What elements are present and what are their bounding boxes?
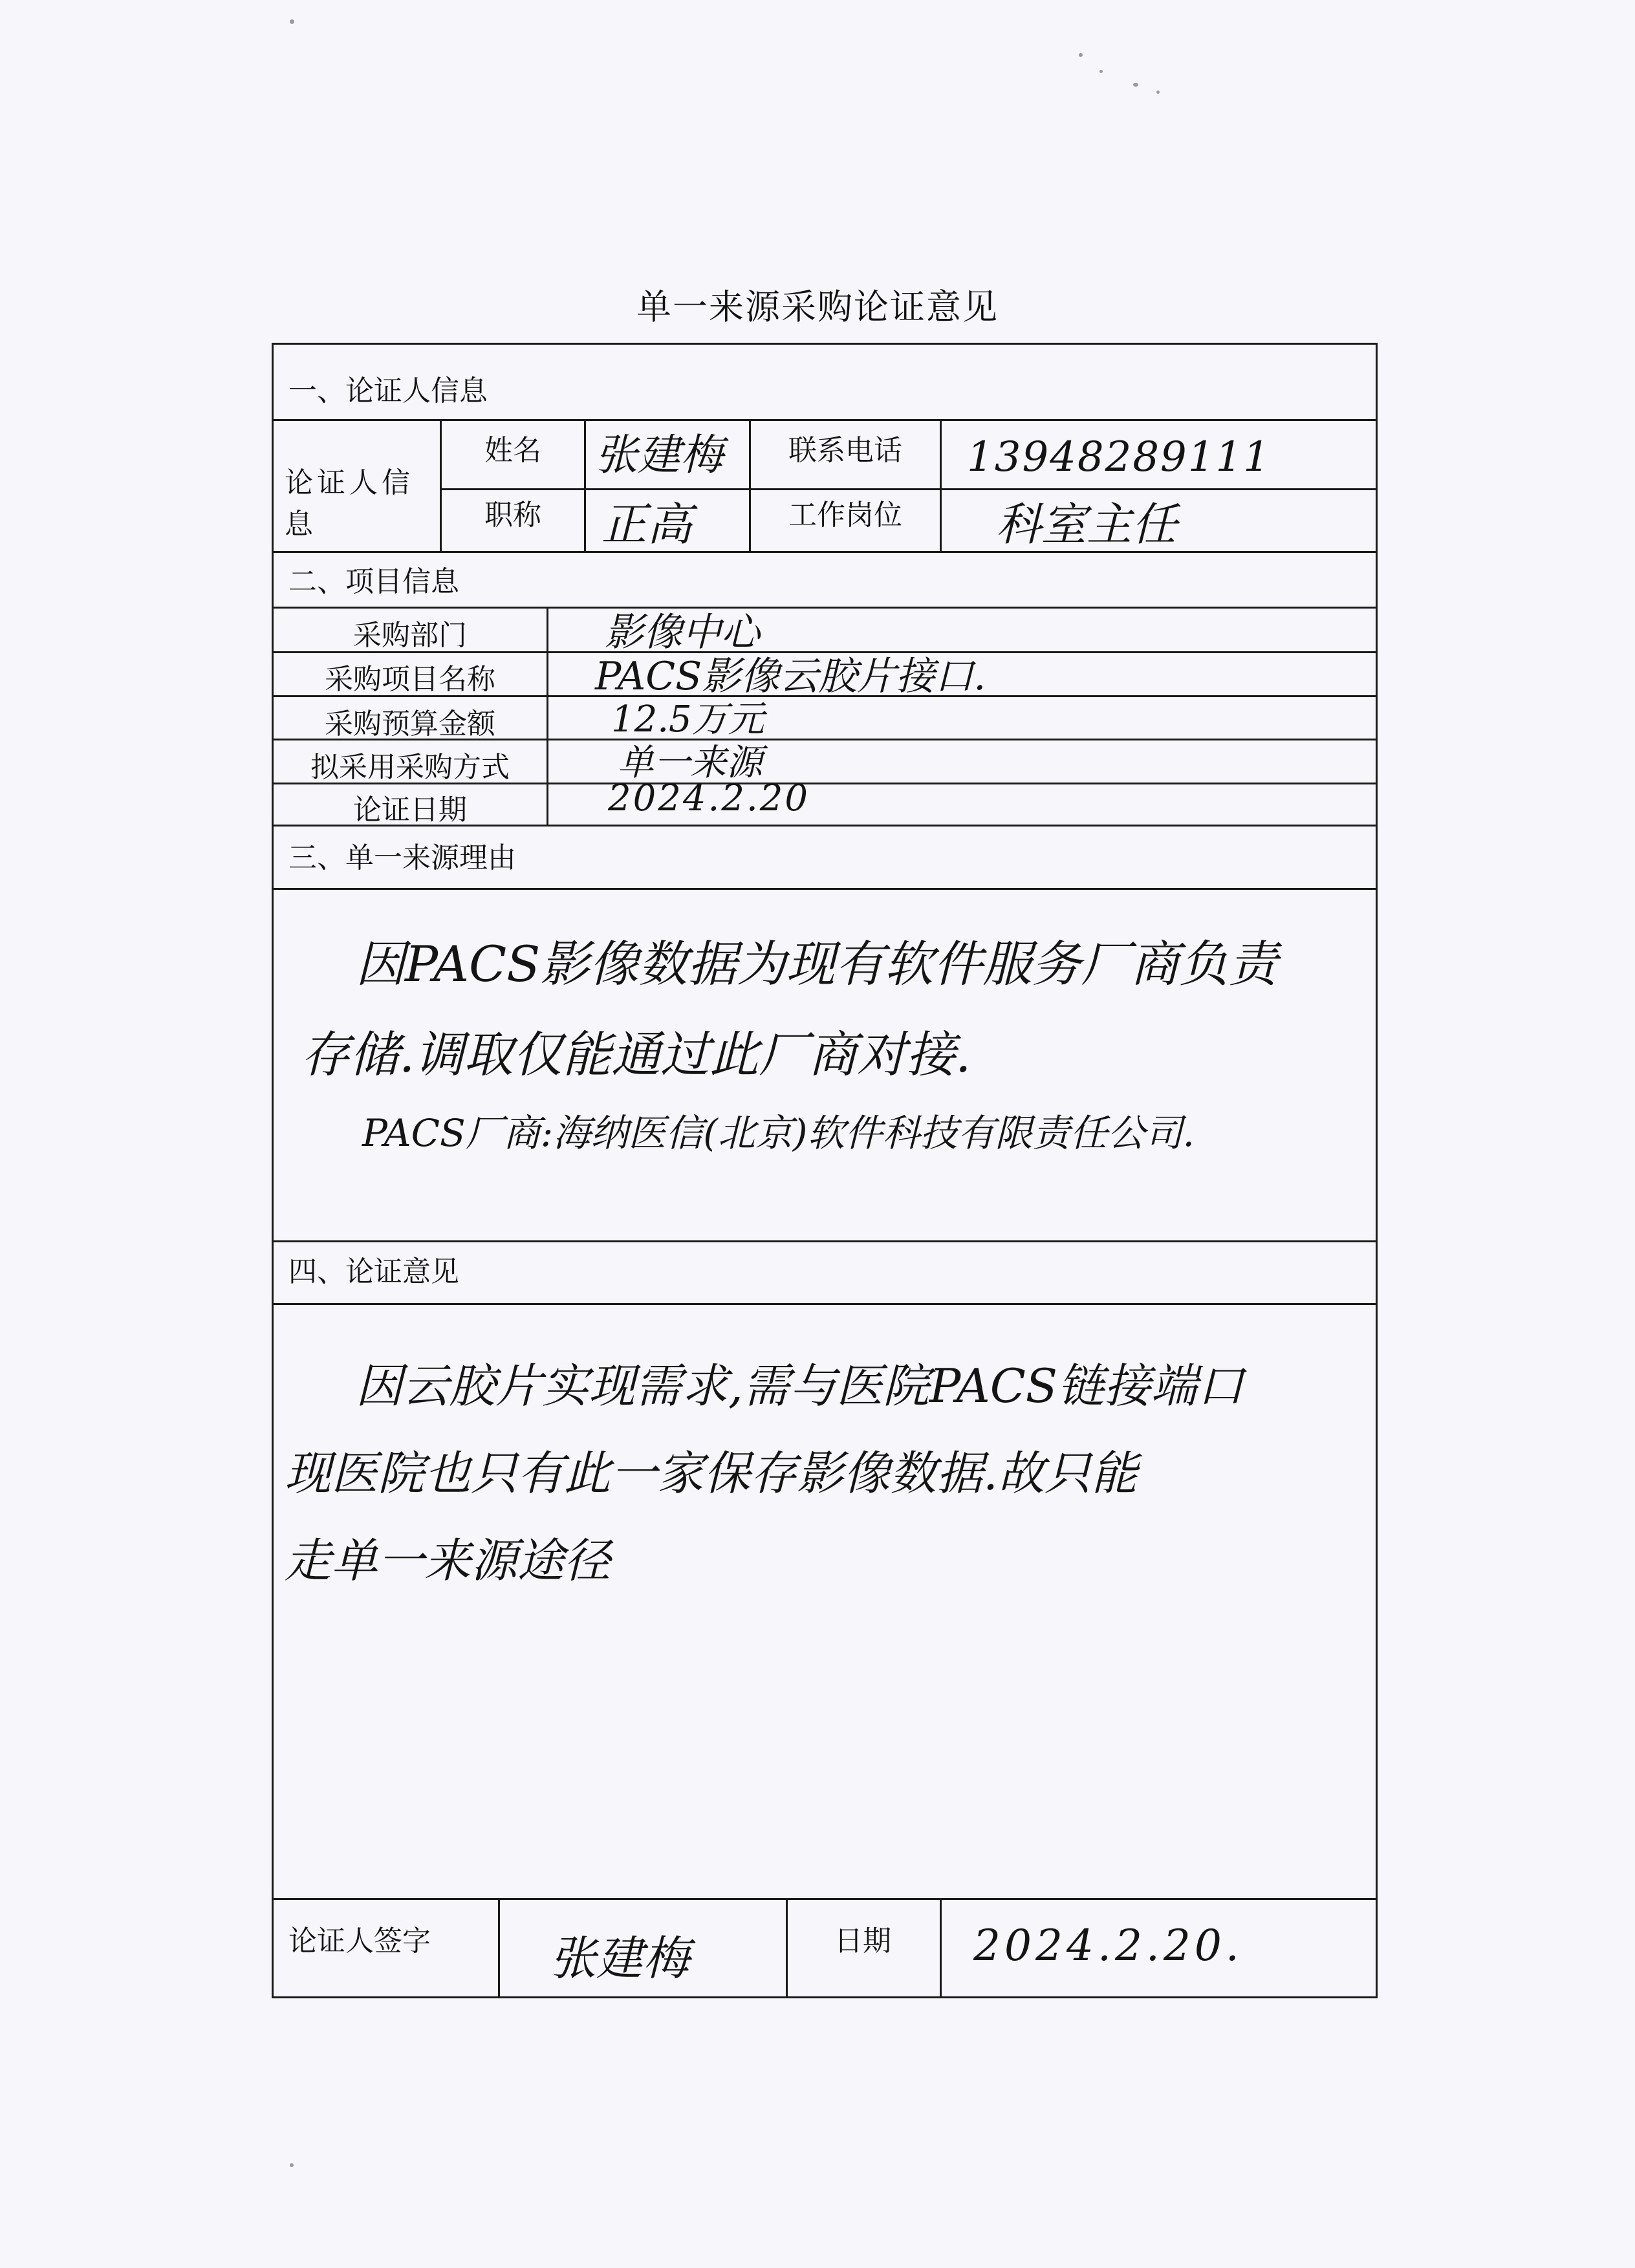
phone-label: 联系电话 [788,434,902,467]
item-value: PACS影像云胶片接口. [595,654,986,699]
name-label: 姓名 [484,434,541,467]
rule [272,607,1378,609]
form-border-bottom [272,1996,1378,1998]
section-heading-reason: 三、单一来源理由 [288,841,516,874]
form-border-right [1376,343,1378,1998]
signature: 张建梅 [550,1931,690,1985]
dept-value: 影像中心 [605,610,760,655]
rule [272,1898,1378,1900]
scan-speck [1133,83,1138,87]
scan-speck [1099,70,1103,73]
rule [498,1898,500,1998]
section-heading-opinion: 四、论证意见 [288,1255,459,1288]
rule [272,419,1378,421]
reason-line-3: PACS厂商:海纳医信(北京)软件科技有限责任公司. [362,1111,1195,1155]
position-label: 工作岗位 [788,499,902,532]
budget-value: 12.5万元 [611,698,764,740]
footer-date-label: 日期 [834,1925,891,1958]
rule [272,888,1378,890]
budget-label: 采购预算金额 [325,707,495,740]
scan-speck [1156,91,1160,94]
expert-group-label: 论证人信息 [285,466,414,541]
rule [272,1303,1378,1305]
rule [584,419,586,551]
section-heading-project: 二、项目信息 [288,565,459,598]
form-border-top [272,343,1378,345]
footer-date-value: 2024.2.20. [973,1921,1243,1971]
date-label: 论证日期 [353,794,467,826]
rule [786,1898,788,1998]
name-value: 张建梅 [595,430,723,480]
rule [440,488,1378,490]
reason-line-2: 存储.调取仅能通过此厂商对接. [301,1026,971,1083]
form-border-left [272,343,274,1998]
sign-label: 论证人签字 [288,1925,431,1958]
method-value: 单一来源 [618,742,763,784]
title-label: 职称 [484,499,541,532]
scan-speck [1079,53,1083,57]
opinion-line-3: 走单一来源途径 [285,1533,611,1588]
reason-line-1: 因PACS影像数据为现有软件服务厂商负责 [356,935,1278,993]
document-title: 单一来源采购论证意见 [636,286,999,327]
dept-label: 采购部门 [353,619,467,652]
date-value: 2024.2.20 [608,777,810,819]
position-value: 科室主任 [996,498,1177,551]
rule [940,419,942,551]
rule [547,607,548,825]
title-value: 正高 [601,498,692,551]
opinion-line-1: 因云胶片实现需求,需与医院PACS链接端口 [356,1359,1244,1413]
rule [272,1240,1378,1242]
scan-speck [290,19,294,24]
rule [940,1898,942,1998]
phone-value: 13948289111 [967,433,1271,481]
item-label: 采购项目名称 [325,663,495,696]
opinion-line-2: 现医院也只有此一家保存影像数据.故只能 [285,1446,1138,1500]
method-label: 拟采用采购方式 [310,751,510,784]
evaluation-form [272,343,1378,1998]
scan-speck [290,2163,294,2167]
rule [272,551,1378,553]
section-heading-expert: 一、论证人信息 [288,374,488,407]
